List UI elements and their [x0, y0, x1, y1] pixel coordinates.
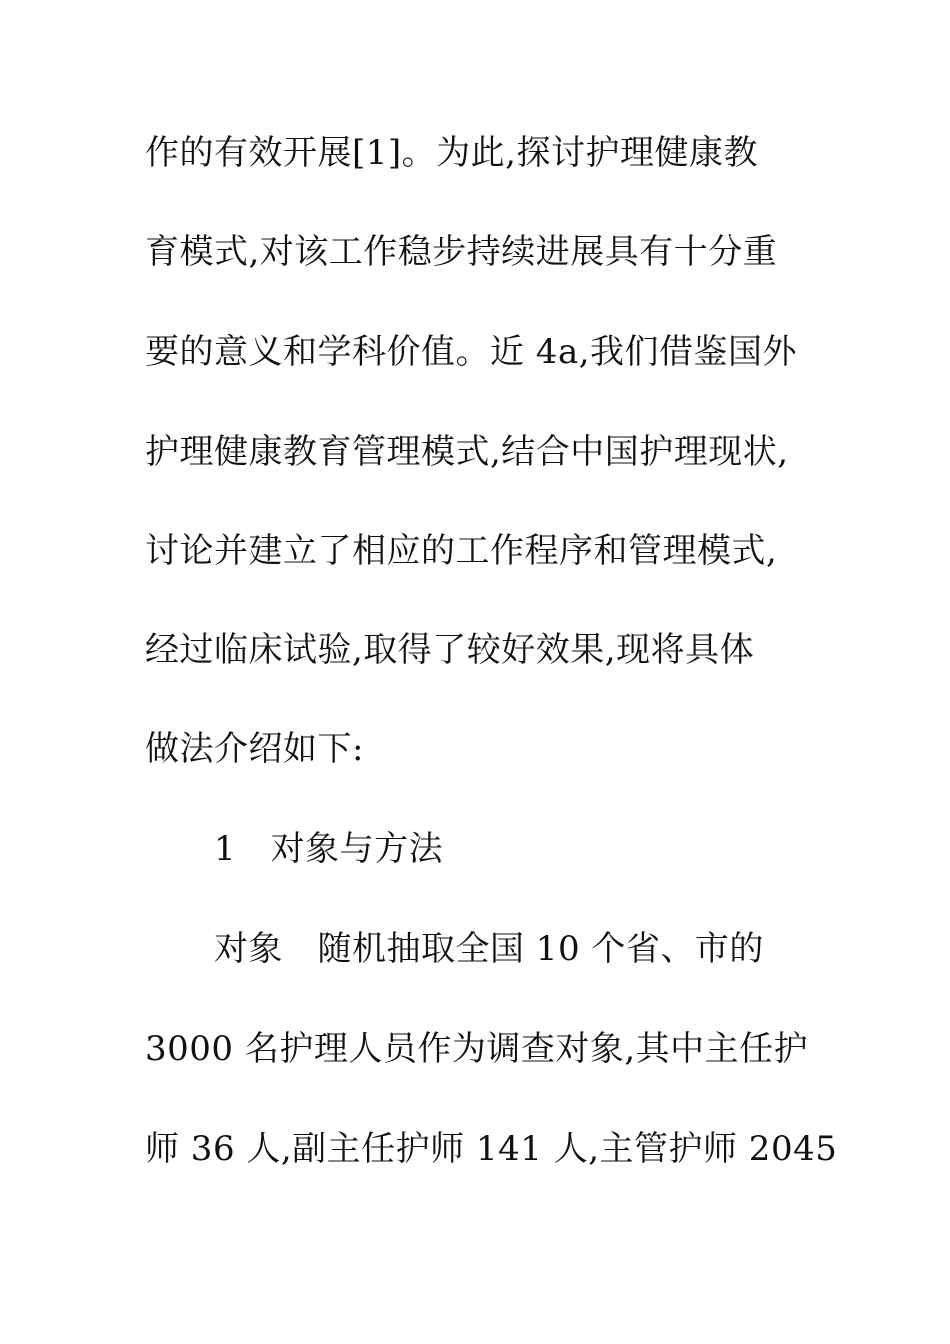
paragraph-line: 经过临床试验,取得了较好效果,现将具体: [145, 630, 755, 670]
paragraph-line: 师 36 人,副主任护师 141 人,主管护师 2045: [145, 1129, 838, 1169]
paragraph-line: 对象 随机抽取全国 10 个省、市的: [214, 929, 764, 969]
paragraph-line: 育模式,对该工作稳步持续进展具有十分重: [145, 232, 778, 272]
paragraph-line: 讨论并建立了相应的工作程序和管理模式,: [145, 531, 778, 571]
paragraph-line: 作的有效开展[1]。为此,探讨护理健康教: [145, 133, 758, 173]
paragraph-line: 要的意义和学科价值。近 4a,我们借鉴国外: [145, 332, 798, 372]
section-heading: 1 对象与方法: [214, 829, 444, 869]
paragraph-line: 做法介绍如下:: [145, 729, 364, 769]
paragraph-line: 护理健康教育管理模式,结合中国护理现状,: [145, 432, 789, 472]
paragraph-line: 3000 名护理人员作为调查对象,其中主任护: [145, 1029, 809, 1069]
